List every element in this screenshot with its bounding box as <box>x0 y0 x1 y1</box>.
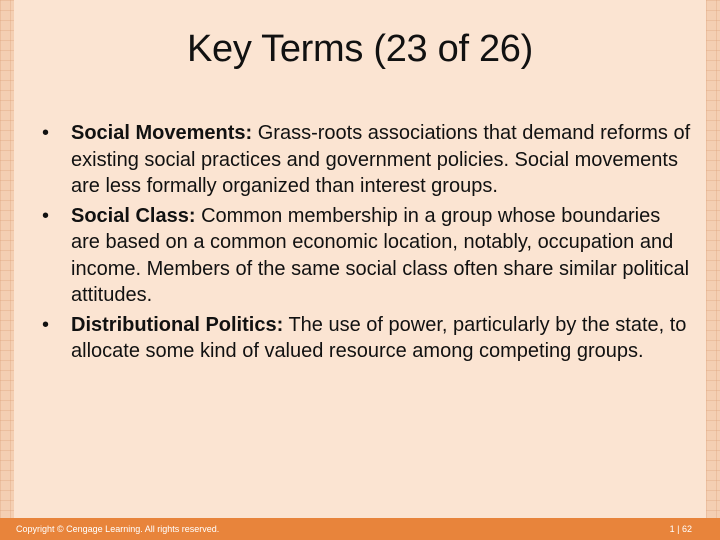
term-definition: The use of power, particularly by the state, to allocate some kind of valued resource among competing groups. <box>71 313 687 362</box>
bullet-item-distributional-politics <box>42 312 692 365</box>
bullet-dot: • <box>42 204 50 227</box>
left-edge-pattern <box>0 0 14 518</box>
page-number: 1 | 62 <box>669 524 692 534</box>
term-label: Social Movements: <box>71 122 253 144</box>
right-edge-pattern <box>706 0 720 518</box>
bullet-list <box>42 120 692 368</box>
term-label: Social Class: <box>71 204 196 227</box>
term-definition: Grass-roots associations that demand reforms of existing social practices and government policies. Social movements are less formally organized than interest groups. <box>71 122 691 197</box>
bullet-dot: • <box>42 122 50 144</box>
footer-bar <box>0 518 720 540</box>
bullet-dot: • <box>42 313 50 336</box>
slide-title: Key Terms (23 of 26) <box>186 28 533 70</box>
term-definition: Common membership in a group whose boundaries are based on a common economic location, notably, occupation and income. Members of the same social class often share similar political attitudes. <box>71 204 690 306</box>
copyright-text: Copyright © Cengage Learning. All rights reserved. <box>16 524 220 534</box>
term-label: Distributional Politics: <box>71 313 284 336</box>
bullet-item-social-movements <box>42 120 692 200</box>
bullet-item-social-class <box>42 203 692 309</box>
